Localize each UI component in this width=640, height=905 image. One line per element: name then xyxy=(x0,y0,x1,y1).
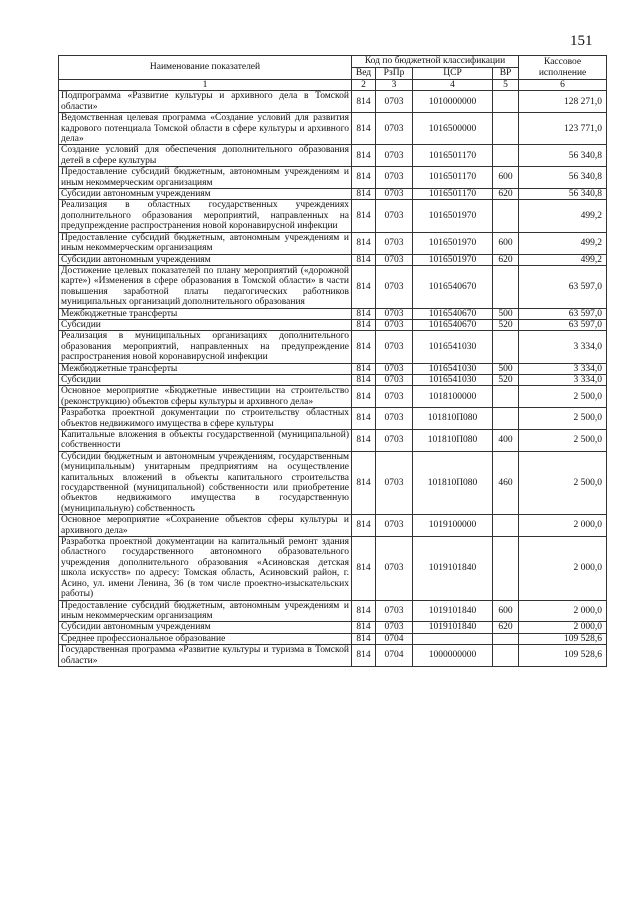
row-csr: 1016500000 xyxy=(413,113,493,145)
header-ved: Вед xyxy=(352,68,376,80)
row-rzpr: 0703 xyxy=(376,363,413,374)
row-vr xyxy=(493,645,519,667)
row-ved: 814 xyxy=(352,145,376,167)
row-ved: 814 xyxy=(352,633,376,644)
row-name: Реализация в муниципальных организациях дополнительного образования мероприятий, направленных на предупреждение распространения новой коронавирусной инфекции xyxy=(59,331,352,363)
table-row xyxy=(59,622,607,633)
header-number-row xyxy=(59,80,607,91)
row-ved: 814 xyxy=(352,451,376,514)
header-num-3: 3 xyxy=(376,80,413,91)
table-row xyxy=(59,408,607,430)
table-header xyxy=(59,56,607,91)
table-row xyxy=(59,265,607,308)
row-csr: 1018100000 xyxy=(413,386,493,408)
row-csr: 1016540670 xyxy=(413,265,493,308)
row-csr: 1019100000 xyxy=(413,515,493,537)
table-row xyxy=(59,430,607,452)
table-row xyxy=(59,537,607,600)
row-amount: 56 340,8 xyxy=(519,167,607,189)
row-ved: 814 xyxy=(352,200,376,232)
row-name: Субсидии автономным учреждениям xyxy=(59,254,352,265)
row-csr: 1016541030 xyxy=(413,374,493,385)
row-name: Реализация в областных государственных учреждениях дополнительного образования мероприятий, направленных на предупреждение распространения новой коронавирусной инфекции xyxy=(59,200,352,232)
row-name: Межбюджетные трансферты xyxy=(59,308,352,319)
row-amount: 499,2 xyxy=(519,200,607,232)
row-name: Предоставление субсидий бюджетным, автономным учреждениям и иным некоммерческим организациям xyxy=(59,600,352,622)
row-rzpr: 0703 xyxy=(376,200,413,232)
row-rzpr: 0703 xyxy=(376,451,413,514)
row-amount: 499,2 xyxy=(519,232,607,254)
row-ved: 814 xyxy=(352,91,376,113)
row-amount: 56 340,8 xyxy=(519,145,607,167)
row-name: Государственная программа «Развитие культуры и туризма в Томской области» xyxy=(59,645,352,667)
page-number: 151 xyxy=(570,33,593,49)
row-name: Основное мероприятие «Сохранение объектов сферы культуры и архивного дела» xyxy=(59,515,352,537)
table-body xyxy=(59,91,607,667)
header-vr: ВР xyxy=(493,68,519,80)
row-rzpr: 0703 xyxy=(376,254,413,265)
row-name: Ведомственная целевая программа «Создание условий для развития кадрового потенциала Томской области в сфере культуры и архивного дела» xyxy=(59,113,352,145)
table-row xyxy=(59,308,607,319)
header-csr: ЦСР xyxy=(413,68,493,80)
table-row xyxy=(59,91,607,113)
row-csr: 1016501970 xyxy=(413,254,493,265)
row-amount: 2 000,0 xyxy=(519,622,607,633)
header-amount-line2: исполнение xyxy=(538,67,587,78)
table-row xyxy=(59,363,607,374)
row-rzpr: 0703 xyxy=(376,308,413,319)
row-rzpr: 0703 xyxy=(376,622,413,633)
row-amount: 3 334,0 xyxy=(519,374,607,385)
row-ved: 814 xyxy=(352,363,376,374)
row-rzpr: 0703 xyxy=(376,319,413,330)
row-name: Капитальные вложения в объекты государственной (муниципальной) собственности xyxy=(59,430,352,452)
row-csr: 1016541030 xyxy=(413,331,493,363)
row-csr: 1019101840 xyxy=(413,600,493,622)
header-num-5: 5 xyxy=(493,80,519,91)
row-ved: 814 xyxy=(352,331,376,363)
row-amount: 123 771,0 xyxy=(519,113,607,145)
table-row xyxy=(59,374,607,385)
row-csr: 1016501170 xyxy=(413,167,493,189)
row-rzpr: 0703 xyxy=(376,265,413,308)
table-row xyxy=(59,451,607,514)
header-num-1: 1 xyxy=(59,80,352,91)
row-amount: 2 000,0 xyxy=(519,515,607,537)
row-csr: 1016501970 xyxy=(413,200,493,232)
row-ved: 814 xyxy=(352,374,376,385)
table-row xyxy=(59,386,607,408)
table-row xyxy=(59,319,607,330)
row-rzpr: 0703 xyxy=(376,167,413,189)
header-code-group: Код по бюджетной классификации xyxy=(352,56,519,68)
row-vr xyxy=(493,408,519,430)
row-amount: 128 271,0 xyxy=(519,91,607,113)
row-csr: 1016541030 xyxy=(413,363,493,374)
row-name: Предоставление субсидий бюджетным, автономным учреждениям и иным некоммерческим организациям xyxy=(59,232,352,254)
row-vr xyxy=(493,200,519,232)
row-amount: 56 340,8 xyxy=(519,189,607,200)
row-vr: 400 xyxy=(493,430,519,452)
row-ved: 814 xyxy=(352,600,376,622)
row-csr: 1019101840 xyxy=(413,537,493,600)
row-name: Разработка проектной документации по строительству областных объектов недвижимого имущества в сфере культуры xyxy=(59,408,352,430)
row-vr: 600 xyxy=(493,600,519,622)
row-csr: 1010000000 xyxy=(413,91,493,113)
table-row xyxy=(59,645,607,667)
table-row xyxy=(59,113,607,145)
row-vr xyxy=(493,515,519,537)
row-rzpr: 0703 xyxy=(376,600,413,622)
row-csr: 1016501170 xyxy=(413,189,493,200)
row-ved: 814 xyxy=(352,167,376,189)
row-name: Субсидии автономным учреждениям xyxy=(59,622,352,633)
row-amount: 2 500,0 xyxy=(519,430,607,452)
row-csr: 1000000000 xyxy=(413,645,493,667)
row-name: Субсидии автономным учреждениям xyxy=(59,189,352,200)
row-amount: 2 500,0 xyxy=(519,451,607,514)
row-vr xyxy=(493,265,519,308)
header-amount-line1: Кассовое xyxy=(543,57,582,68)
row-name: Среднее профессиональное образование xyxy=(59,633,352,644)
row-vr xyxy=(493,537,519,600)
table-row xyxy=(59,600,607,622)
header-num-4: 4 xyxy=(413,80,493,91)
header-num-6: 6 xyxy=(519,80,607,91)
row-name: Достижение целевых показателей по плану мероприятий («дорожной карте») «Изменения в сфере образования в Томской области» в части повышения заработной платы педагогических работников муниципальных организаций дополнительного образования xyxy=(59,265,352,308)
row-ved: 814 xyxy=(352,308,376,319)
row-ved: 814 xyxy=(352,265,376,308)
row-ved: 814 xyxy=(352,189,376,200)
row-amount: 3 334,0 xyxy=(519,363,607,374)
table-row xyxy=(59,515,607,537)
row-rzpr: 0704 xyxy=(376,633,413,644)
table-row xyxy=(59,167,607,189)
row-amount: 109 528,6 xyxy=(519,645,607,667)
row-ved: 814 xyxy=(352,232,376,254)
row-amount: 2 500,0 xyxy=(519,408,607,430)
row-amount: 499,2 xyxy=(519,254,607,265)
row-amount: 109 528,6 xyxy=(519,633,607,644)
row-ved: 814 xyxy=(352,319,376,330)
row-vr: 620 xyxy=(493,189,519,200)
row-vr: 500 xyxy=(493,363,519,374)
row-name: Предоставление субсидий бюджетным, автономным учреждениям и иным некоммерческим организациям xyxy=(59,167,352,189)
row-name: Межбюджетные трансферты xyxy=(59,363,352,374)
row-ved: 814 xyxy=(352,515,376,537)
row-vr: 620 xyxy=(493,622,519,633)
row-rzpr: 0703 xyxy=(376,331,413,363)
row-vr: 500 xyxy=(493,308,519,319)
row-vr: 620 xyxy=(493,254,519,265)
row-ved: 814 xyxy=(352,113,376,145)
row-name: Создание условий для обеспечения дополнительного образования детей в сфере культуры xyxy=(59,145,352,167)
row-rzpr: 0703 xyxy=(376,232,413,254)
row-vr xyxy=(493,633,519,644)
row-csr: 1016540670 xyxy=(413,308,493,319)
table-row xyxy=(59,331,607,363)
table-row xyxy=(59,145,607,167)
row-amount: 3 334,0 xyxy=(519,331,607,363)
row-ved: 814 xyxy=(352,430,376,452)
header-name: Наименование показателей xyxy=(59,56,352,80)
row-vr: 520 xyxy=(493,319,519,330)
table-row xyxy=(59,200,607,232)
table-row xyxy=(59,633,607,644)
row-ved: 814 xyxy=(352,537,376,600)
table-row xyxy=(59,189,607,200)
row-rzpr: 0703 xyxy=(376,430,413,452)
budget-table xyxy=(58,55,607,667)
row-vr xyxy=(493,113,519,145)
row-amount: 2 000,0 xyxy=(519,600,607,622)
row-rzpr: 0703 xyxy=(376,91,413,113)
row-csr: 101810П080 xyxy=(413,408,493,430)
row-name: Субсидии xyxy=(59,374,352,385)
row-rzpr: 0703 xyxy=(376,374,413,385)
row-vr xyxy=(493,386,519,408)
table-row xyxy=(59,254,607,265)
row-csr: 1016540670 xyxy=(413,319,493,330)
row-vr xyxy=(493,91,519,113)
header-rzpr: РзПр xyxy=(376,68,413,80)
row-rzpr: 0704 xyxy=(376,645,413,667)
row-amount: 63 597,0 xyxy=(519,319,607,330)
row-csr: 101810П080 xyxy=(413,430,493,452)
row-amount: 2 500,0 xyxy=(519,386,607,408)
row-ved: 814 xyxy=(352,254,376,265)
row-csr: 1016501970 xyxy=(413,232,493,254)
row-rzpr: 0703 xyxy=(376,113,413,145)
row-rzpr: 0703 xyxy=(376,386,413,408)
row-name: Субсидии бюджетным и автономным учреждениям, государственным (муниципальным) унитарным предприятиям на осуществление капитальных вложений в объекты капитального строительства государственной (муниципальной) собственности или приобретение объектов недвижимого имущества в государственную (муниципальную) собственность xyxy=(59,451,352,514)
row-rzpr: 0703 xyxy=(376,515,413,537)
row-rzpr: 0703 xyxy=(376,537,413,600)
row-amount: 63 597,0 xyxy=(519,308,607,319)
row-ved: 814 xyxy=(352,408,376,430)
row-vr: 600 xyxy=(493,232,519,254)
row-vr xyxy=(493,331,519,363)
row-csr: 1019101840 xyxy=(413,622,493,633)
header-amount xyxy=(519,56,607,80)
row-ved: 814 xyxy=(352,622,376,633)
header-num-2: 2 xyxy=(352,80,376,91)
row-amount: 63 597,0 xyxy=(519,265,607,308)
row-ved: 814 xyxy=(352,386,376,408)
row-vr: 520 xyxy=(493,374,519,385)
row-amount: 2 000,0 xyxy=(519,537,607,600)
row-rzpr: 0703 xyxy=(376,189,413,200)
row-vr: 600 xyxy=(493,167,519,189)
row-vr: 460 xyxy=(493,451,519,514)
row-name: Основное мероприятие «Бюджетные инвестиции на строительство (реконструкцию) объектов сферы культуры и архивного дела» xyxy=(59,386,352,408)
row-csr xyxy=(413,633,493,644)
row-rzpr: 0703 xyxy=(376,408,413,430)
row-name: Субсидии xyxy=(59,319,352,330)
row-rzpr: 0703 xyxy=(376,145,413,167)
row-name: Разработка проектной документации на капитальный ремонт здания областного государственного автономного образовательного учреждения дополнительного образования «Асиновская детская школа искусств» по адресу: Томская область, Асиновский район, г. Асино, ул. имени Ленина, 36 (в том числе проектно-изыскательских работы) xyxy=(59,537,352,600)
row-name: Подпрограмма «Развитие культуры и архивного дела в Томской области» xyxy=(59,91,352,113)
table-row xyxy=(59,232,607,254)
row-csr: 1016501170 xyxy=(413,145,493,167)
row-csr: 101810П080 xyxy=(413,451,493,514)
row-vr xyxy=(493,145,519,167)
row-ved: 814 xyxy=(352,645,376,667)
